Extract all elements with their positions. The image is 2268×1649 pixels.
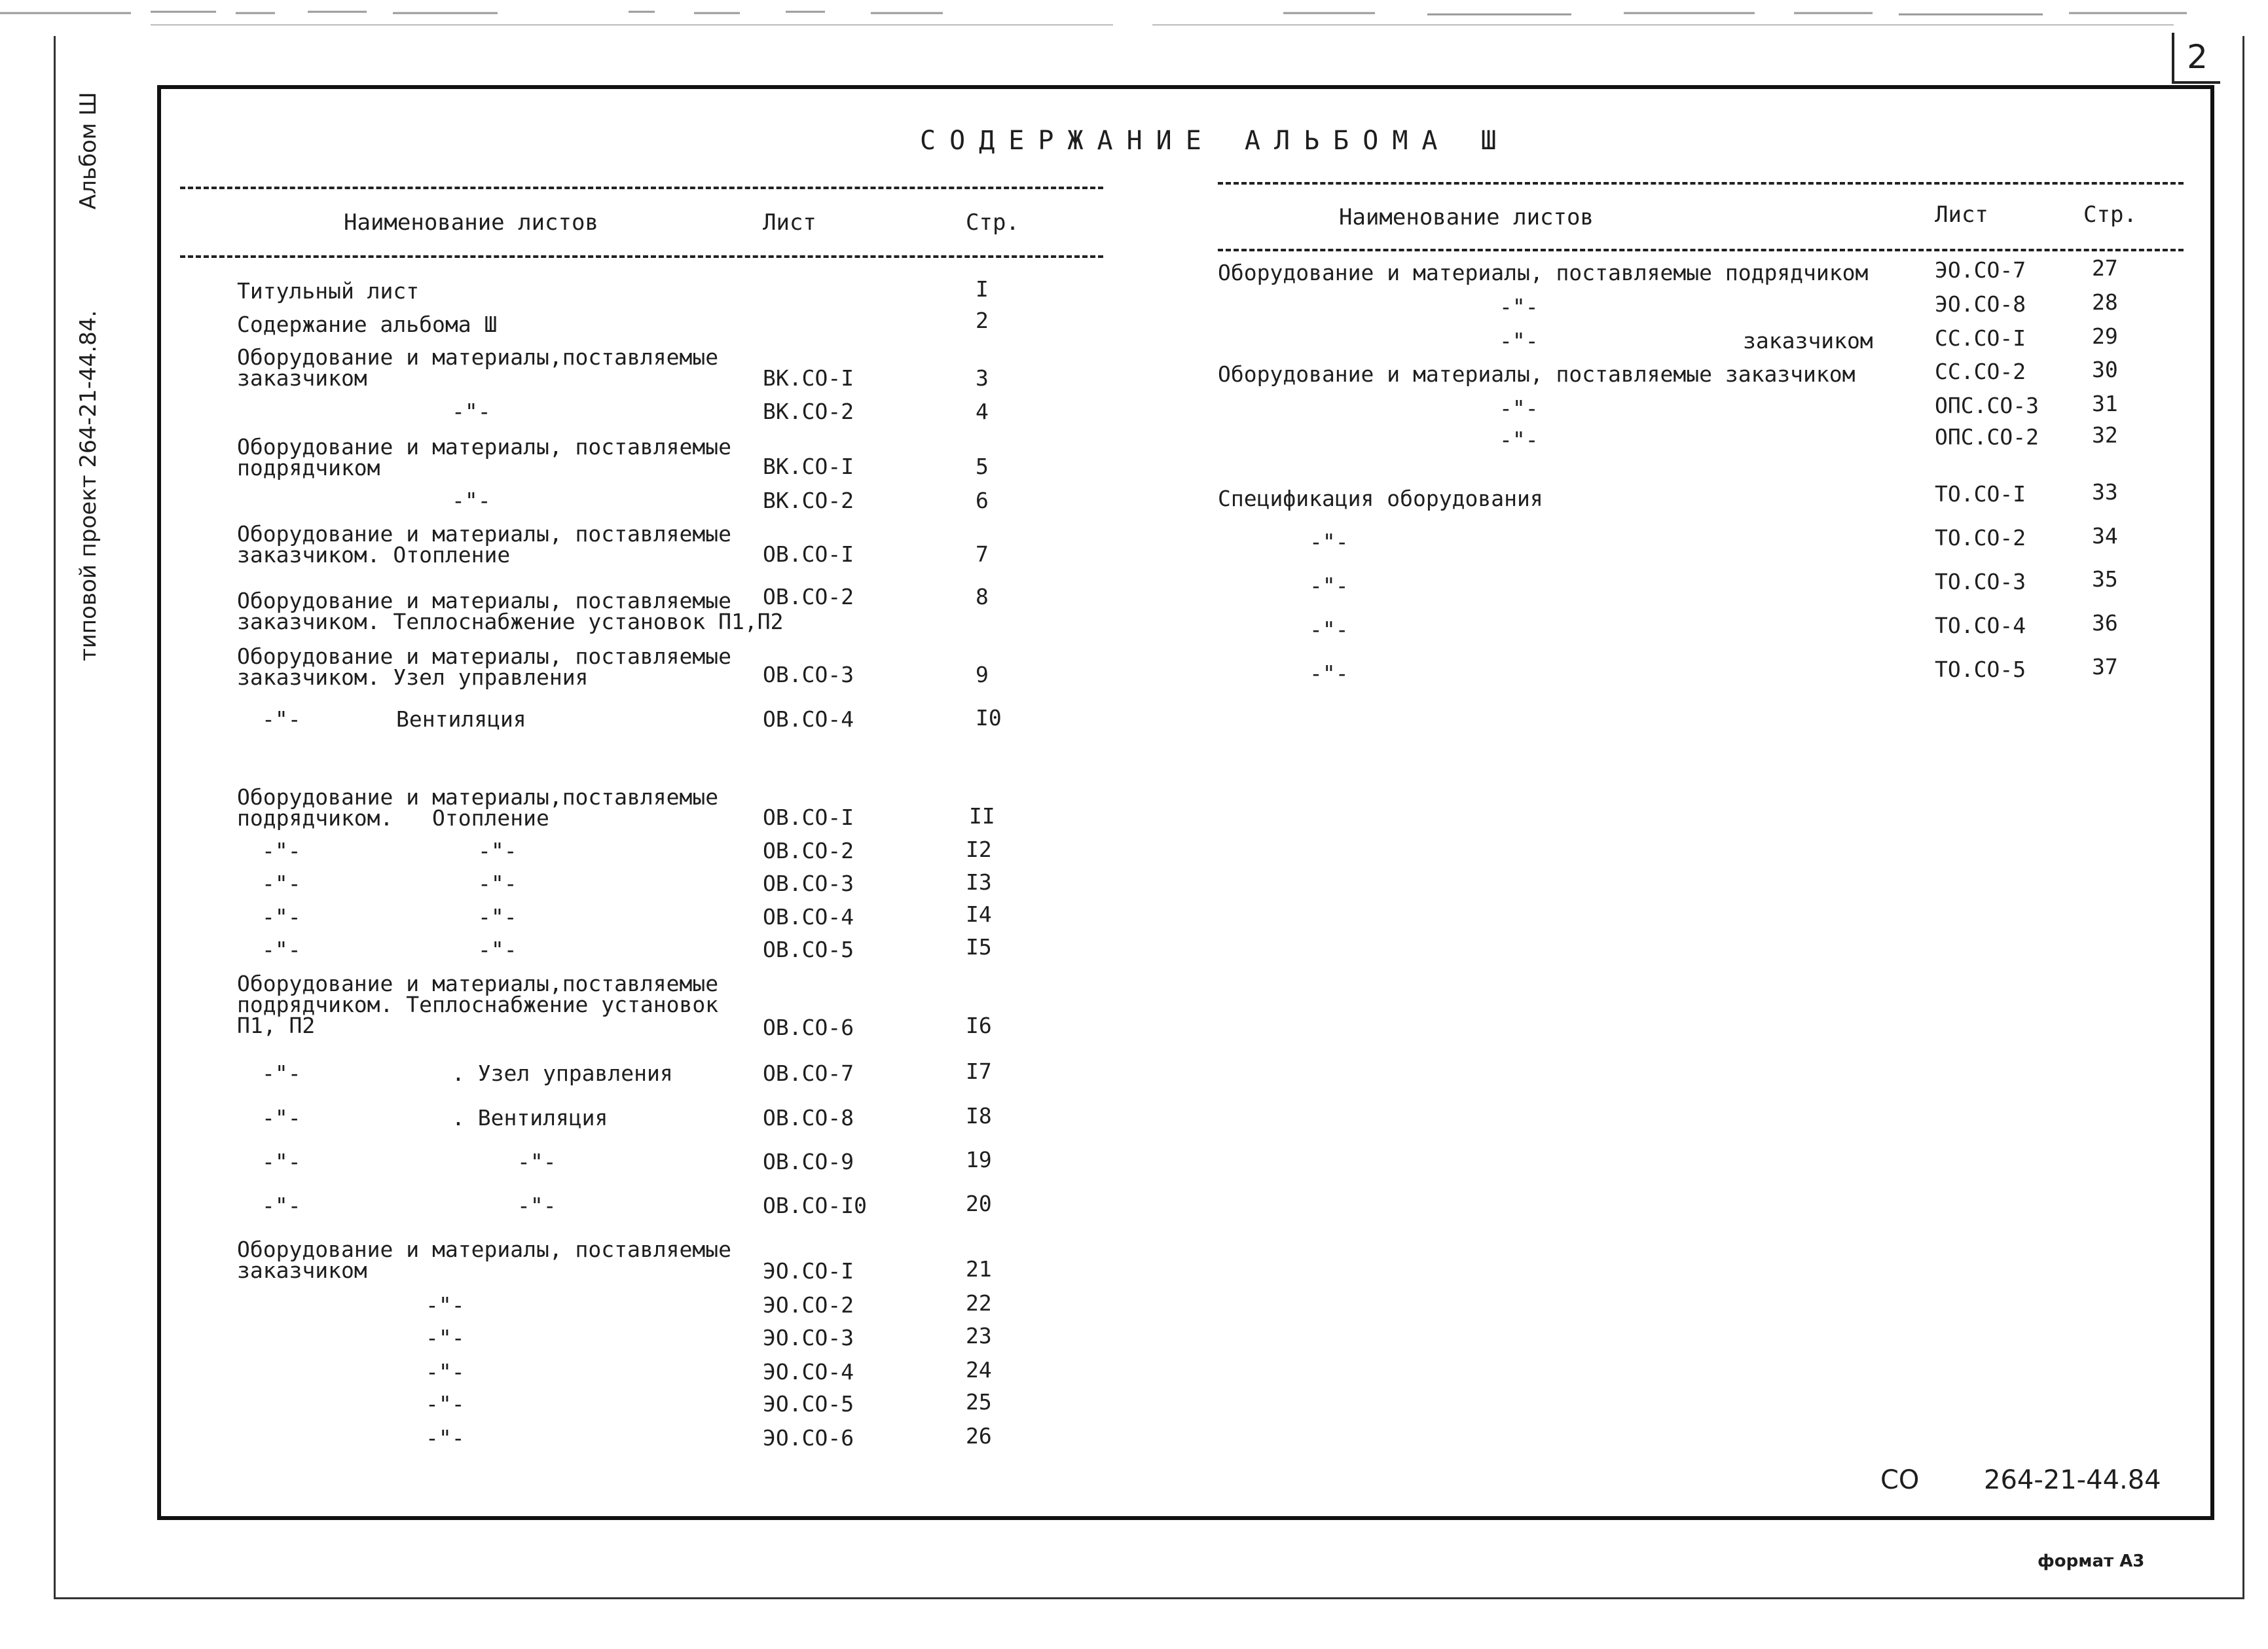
table-row-page: 30 (2092, 357, 2118, 382)
table-row-sheet: ОПС.СО-2 (1935, 424, 2039, 450)
table-row-page: 28 (2092, 289, 2118, 315)
table-row-sheet: ЭО.СО-7 (1935, 257, 2026, 283)
table-row-name: -"- (262, 706, 301, 732)
table-row-page: I8 (966, 1103, 992, 1129)
table-row-sheet: ТО.СО-3 (1935, 569, 2026, 594)
table-row-page: 9 (976, 662, 989, 687)
table-row-sheet: ОВ.СО-9 (763, 1149, 854, 1174)
table-row-page: 21 (966, 1256, 992, 1282)
table-row-sheet: ВК.СО-2 (763, 399, 854, 424)
left-header-name: Наименование листов (344, 209, 598, 236)
table-row-sheet: ТО.СО-5 (1935, 657, 2026, 682)
table-row-page: I6 (966, 1013, 992, 1038)
table-row-page: 35 (2092, 566, 2118, 592)
table-row-name: -"- (452, 488, 491, 513)
table-row-name: Оборудование и материалы, поставляемые заказчиком. Узел управления (237, 643, 731, 690)
table-row-sheet: СС.СО-2 (1935, 359, 2026, 384)
table-row-subname: -"- (478, 904, 517, 930)
table-row-name: -"- (262, 1060, 301, 1086)
table-row-name: Оборудование и материалы,поставляемые подрядчиком. Теплоснабжение установок П1, П2 (237, 971, 719, 1038)
table-row-sheet: ЭО.СО-2 (763, 1292, 854, 1318)
table-row-name: -"- (1309, 661, 1349, 686)
table-row-sheet: ВК.СО-2 (763, 488, 854, 513)
table-row-sheet: ЭО.СО-6 (763, 1425, 854, 1451)
table-row-page: 6 (976, 488, 989, 513)
table-row-name: Оборудование и материалы,поставляемые заказчиком (237, 344, 719, 391)
table-row-sheet: ЭО.СО-5 (763, 1391, 854, 1417)
table-row-name: Оборудование и материалы, поставляемые подрядчиком (237, 434, 731, 480)
table-row-name: -"- (1309, 529, 1349, 554)
side-label-project: типовой проект 264-21-44.84. (75, 310, 101, 661)
right-header-top-rule (1218, 182, 2184, 185)
right-header-bottom-rule (1218, 249, 2184, 251)
table-row-page: I7 (966, 1059, 992, 1084)
table-row-name: -"- (262, 871, 301, 896)
page-title: СОДЕРЖАНИЕ АЛЬБОМА Ш (920, 126, 1510, 156)
table-row-sheet: ОВ.СО-6 (763, 1015, 854, 1040)
table-row-subname: -"- (478, 871, 517, 896)
table-row-name: -"- (426, 1292, 465, 1318)
table-row-subname: -"- (517, 1149, 557, 1174)
table-row-sheet: ОВ.СО-8 (763, 1105, 854, 1131)
table-row-sheet: ОВ.СО-I (763, 541, 854, 567)
table-row-sheet: ОВ.СО-I0 (763, 1193, 867, 1218)
table-row-page: 23 (966, 1323, 992, 1349)
format-label: формат А3 (2038, 1551, 2145, 1571)
table-row-name: -"- (262, 937, 301, 962)
table-row-sheet: ОПС.СО-3 (1935, 393, 2039, 418)
table-row-sheet: ВК.СО-I (763, 365, 854, 391)
table-row-page: I0 (976, 705, 1002, 731)
table-row-sheet: ТО.СО-2 (1935, 525, 2026, 551)
table-row-name: -"- (262, 1193, 301, 1218)
table-row-name: Содержание альбома Ш (237, 312, 498, 337)
table-row-name: -"- (1499, 328, 1539, 353)
table-row-name: Оборудование и материалы, поставляемые заказчиком. Теплоснабжение установок П1,П2 (237, 588, 784, 634)
table-row-subname: . Вентиляция (452, 1105, 608, 1131)
table-row-page: 37 (2092, 654, 2118, 680)
table-row-name: -"- (426, 1425, 465, 1451)
table-row-sheet: ЭО.СО-I (763, 1258, 854, 1284)
table-row-page: 2 (976, 308, 989, 333)
table-row-sheet: ОВ.СО-I (763, 805, 854, 830)
right-header-name: Наименование листов (1339, 204, 1594, 230)
table-row-sheet: ВК.СО-I (763, 454, 854, 479)
table-row-sheet: ТО.СО-I (1935, 481, 2026, 507)
table-row-sheet: ОВ.СО-2 (763, 584, 854, 609)
table-row-name: -"- (452, 399, 491, 424)
table-row-page: 31 (2092, 391, 2118, 416)
left-header-bottom-rule (180, 255, 1103, 258)
table-row-page: 3 (976, 365, 989, 391)
table-row-sheet: ЭО.СО-8 (1935, 291, 2026, 317)
stamp-code: СО (1880, 1465, 1920, 1495)
table-row-name: -"- (262, 1149, 301, 1174)
table-row-page: 33 (2092, 479, 2118, 505)
table-row-page: 4 (976, 399, 989, 424)
table-row-name: Оборудование и материалы,поставляемые подрядчиком. Отопление (237, 784, 719, 831)
table-row-page: 32 (2092, 422, 2118, 448)
left-header-sheet: Лист (763, 209, 816, 236)
table-row-page: 29 (2092, 323, 2118, 349)
table-row-subname: Вентиляция (396, 706, 526, 732)
table-row-subname: -"- (517, 1193, 557, 1218)
table-row-page: 25 (966, 1389, 992, 1415)
table-row-page: 19 (966, 1147, 992, 1172)
left-header-top-rule (180, 187, 1103, 189)
table-row-sheet: ОВ.СО-4 (763, 904, 854, 930)
table-row-page: 7 (976, 541, 989, 567)
table-row-page: 26 (966, 1423, 992, 1449)
table-row-name: -"- (1309, 573, 1349, 598)
table-row-name: Оборудование и материалы, поставляемые заказчиком (237, 1237, 731, 1283)
table-row-page: 24 (966, 1357, 992, 1383)
table-row-name: -"- (1499, 395, 1539, 421)
table-row-sheet: ОВ.СО-2 (763, 838, 854, 863)
table-row-sheet: ОВ.СО-7 (763, 1060, 854, 1086)
table-row-page: 8 (976, 584, 989, 609)
table-row-subname: . Узел управления (452, 1060, 673, 1086)
side-label-album: Альбом Ш (75, 92, 101, 209)
table-row-sheet: ТО.СО-4 (1935, 613, 2026, 638)
table-row-name: -"- (426, 1359, 465, 1385)
table-row-name: -"- (262, 838, 301, 863)
table-row-sheet: ОВ.СО-3 (763, 871, 854, 896)
table-row-name: Оборудование и материалы, поставляемые подрядчиком (1218, 260, 1869, 285)
table-row-page: 34 (2092, 523, 2118, 549)
table-row-name: -"- (262, 904, 301, 930)
table-row-page: I5 (966, 934, 992, 960)
table-row-page: I (976, 276, 989, 302)
right-header-page: Стр. (2083, 202, 2137, 228)
table-row-name: -"- (1499, 427, 1539, 452)
table-row-page: II (969, 803, 995, 829)
table-row-sheet: ЭО.СО-3 (763, 1325, 854, 1350)
table-row-name: Оборудование и материалы, поставляемые заказчиком (1218, 361, 1856, 387)
table-row-name: -"- (426, 1325, 465, 1350)
table-row-subname: заказчиком (1743, 328, 1873, 353)
table-row-sheet: ЭО.СО-4 (763, 1359, 854, 1385)
table-row-sheet: ОВ.СО-4 (763, 706, 854, 732)
table-row-name: -"- (426, 1391, 465, 1417)
table-row-name: -"- (1499, 294, 1539, 319)
scan-artifact-lines (0, 5, 2268, 31)
table-row-page: 36 (2092, 610, 2118, 636)
table-row-sheet: ОВ.СО-5 (763, 937, 854, 962)
table-row-sheet: ОВ.СО-3 (763, 662, 854, 687)
table-row-subname: -"- (478, 937, 517, 962)
table-row-page: 22 (966, 1290, 992, 1316)
table-row-page: 27 (2092, 255, 2118, 281)
table-row-page: I4 (966, 901, 992, 927)
table-row-name: -"- (1309, 617, 1349, 642)
page-number-box (2172, 33, 2220, 84)
table-row-sheet: СС.СО-I (1935, 325, 2026, 351)
table-row-page: 5 (976, 454, 989, 479)
table-row-page: I2 (966, 837, 992, 862)
table-row-name: Оборудование и материалы, поставляемые заказчиком. Отопление (237, 521, 731, 568)
table-row-name: -"- (262, 1105, 301, 1131)
stamp-number: 264-21-44.84 (1984, 1465, 2161, 1495)
right-header-sheet: Лист (1935, 202, 1988, 228)
page-number: 2 (2187, 38, 2208, 76)
table-row-name: Титульный лист (237, 278, 420, 304)
table-row-page: I3 (966, 869, 992, 895)
table-row-subname: -"- (478, 838, 517, 863)
table-row-page: 20 (966, 1191, 992, 1216)
table-row-name: Спецификация оборудования (1218, 486, 1543, 511)
left-header-page: Стр. (966, 209, 1019, 236)
